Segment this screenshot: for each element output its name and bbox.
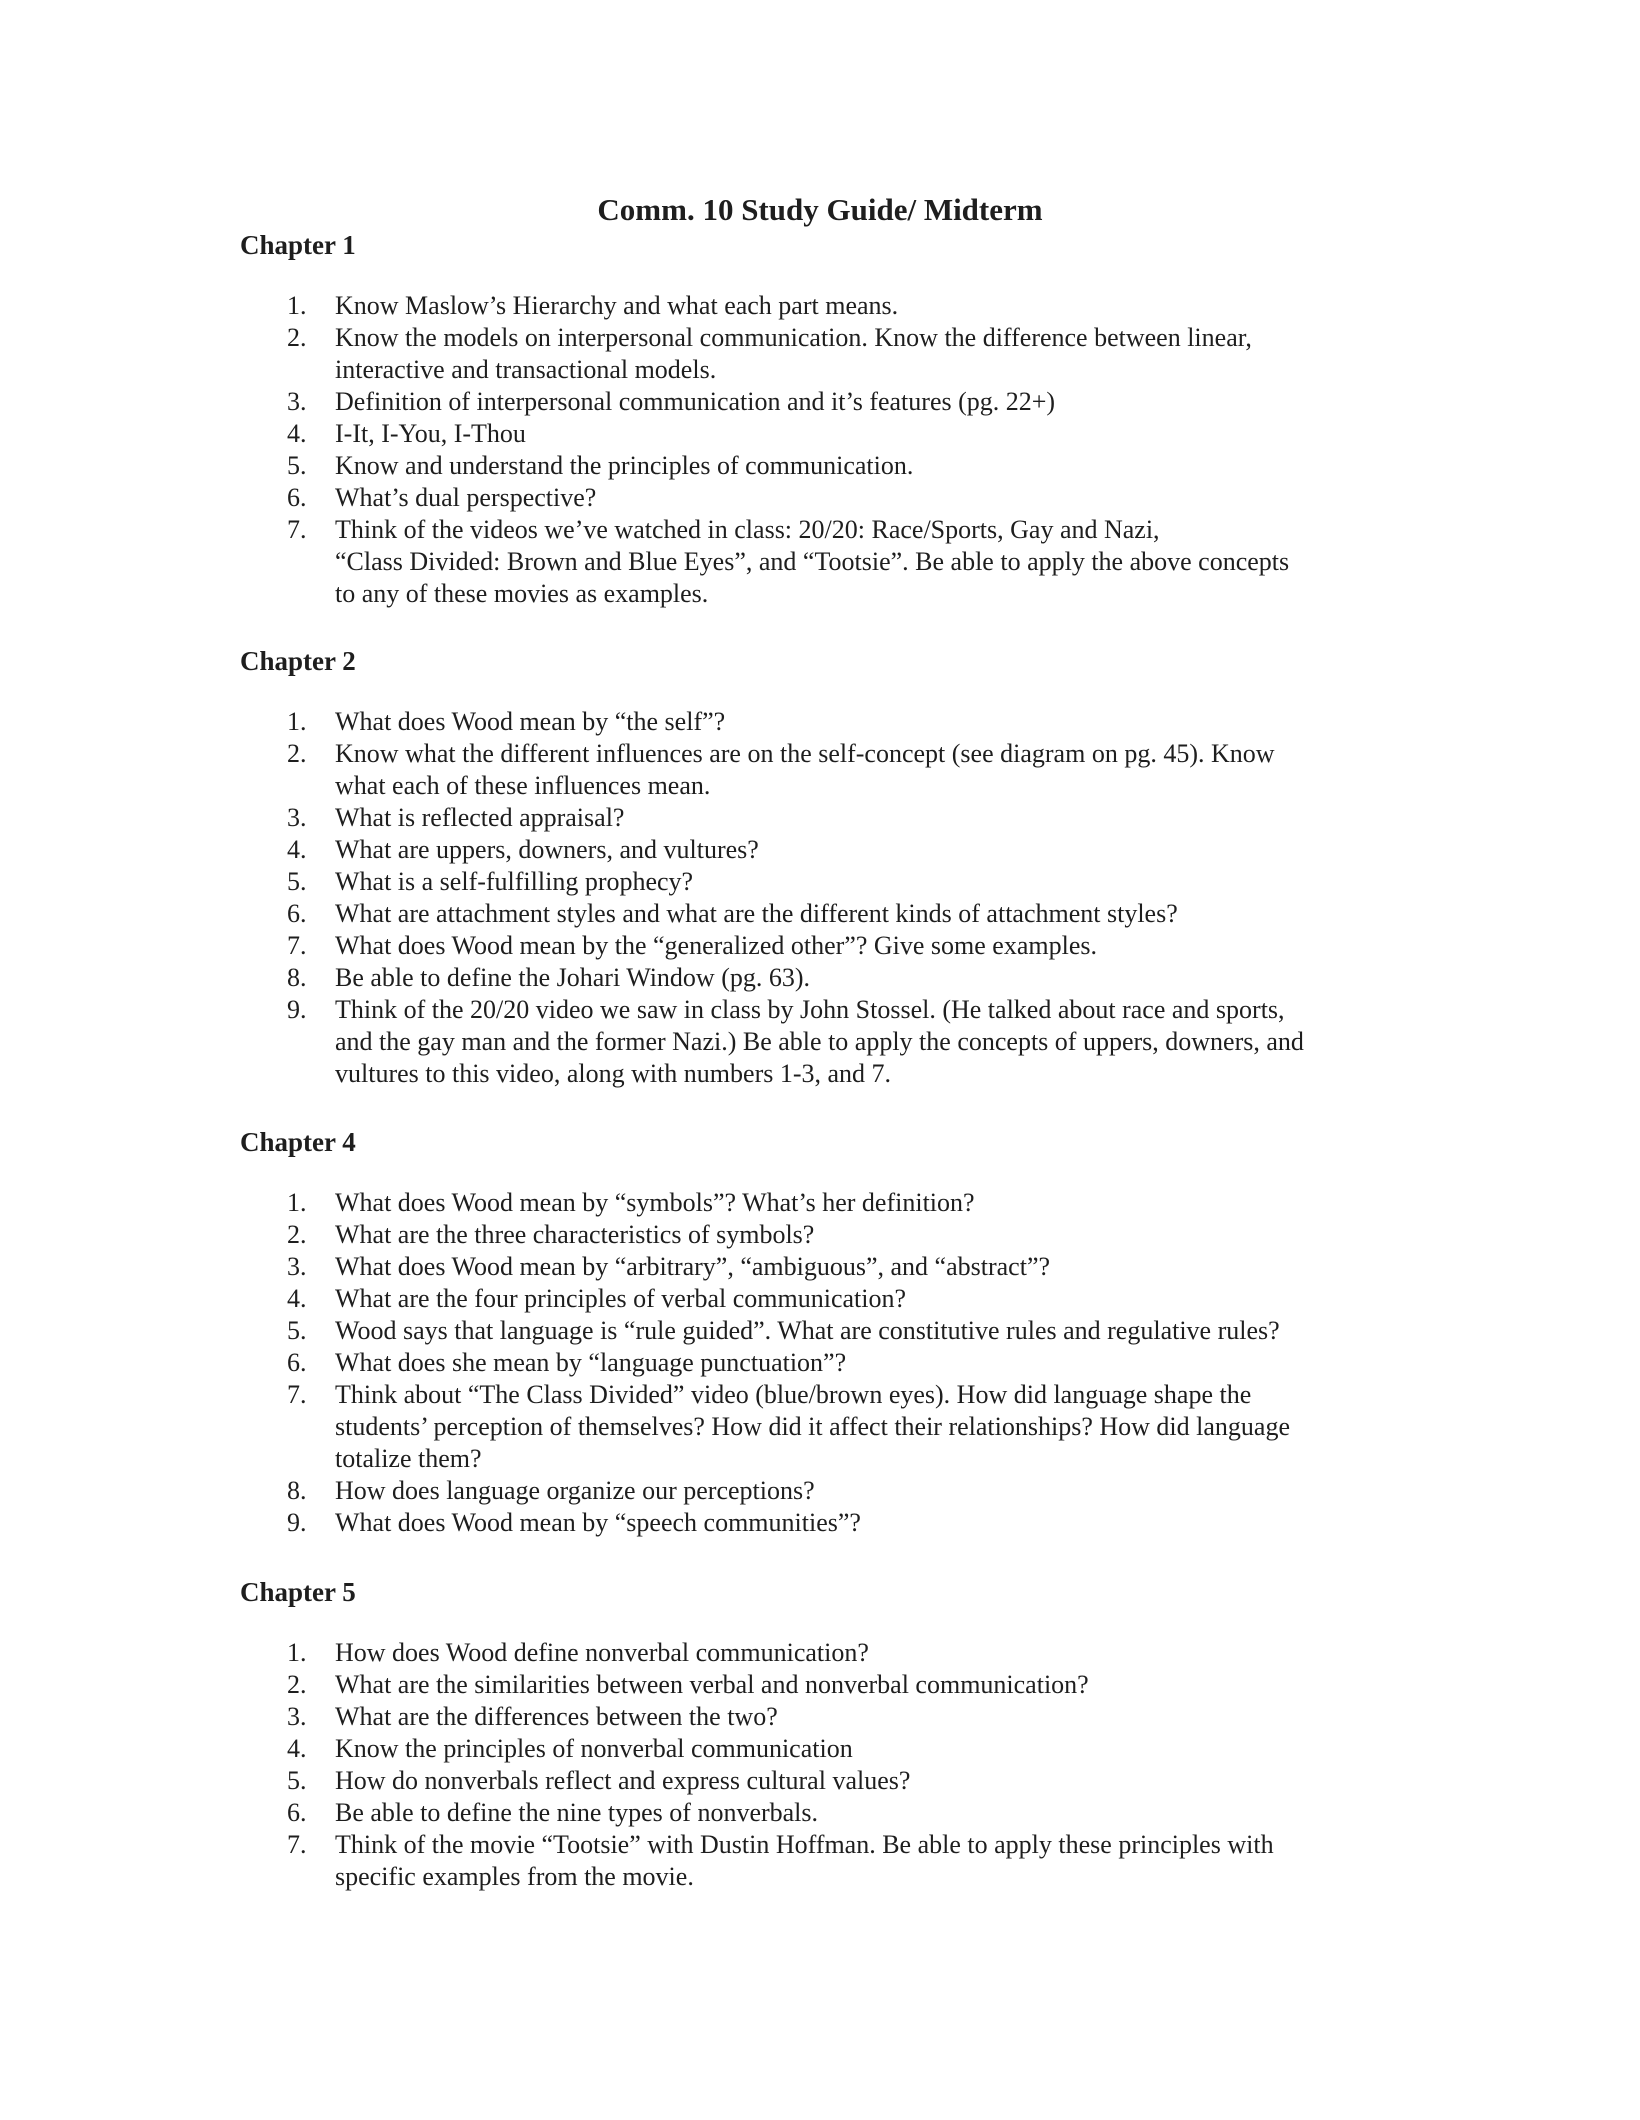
item-text-line: Know and understand the principles of communication. [335, 451, 914, 480]
item-text [335, 514, 1395, 610]
item-text [335, 1315, 1395, 1347]
item-text [335, 1829, 1395, 1893]
item-number: 2. [287, 323, 307, 352]
item-text-line: Think about “The Class Divided” video (blue/brown eyes). How did language shape the [335, 1380, 1252, 1409]
item-text [335, 1251, 1395, 1283]
list-item [0, 802, 1395, 834]
item-text [335, 450, 1395, 482]
item-number: 7. [287, 931, 307, 960]
item-text-line: What are the similarities between verbal and nonverbal communication? [335, 1670, 1089, 1699]
item-number: 4. [287, 419, 307, 448]
list-item [0, 706, 1395, 738]
item-text-line: What does Wood mean by “symbols”? What’s her definition? [335, 1188, 975, 1217]
item-text [335, 1701, 1395, 1733]
item-text [335, 1347, 1395, 1379]
item-number: 8. [287, 1476, 307, 1505]
list-item [0, 1475, 1395, 1507]
list-item [0, 898, 1395, 930]
list-item [0, 418, 1395, 450]
item-text-line: What does Wood mean by the “generalized other”? Give some examples. [335, 931, 1097, 960]
list-item [0, 930, 1395, 962]
item-text [335, 322, 1395, 386]
item-text [335, 930, 1395, 962]
item-number: 3. [287, 387, 307, 416]
list-item [0, 1219, 1395, 1251]
item-text [335, 1733, 1395, 1765]
list-item [0, 962, 1395, 994]
item-text [335, 1475, 1395, 1507]
chapter-heading: Chapter 5 [240, 1577, 356, 1607]
list-item [0, 1669, 1395, 1701]
item-text [335, 1797, 1395, 1829]
item-number: 7. [287, 1830, 307, 1859]
list-item [0, 834, 1395, 866]
item-text-line: Think of the videos we’ve watched in class: 20/20: Race/Sports, Gay and Nazi, [335, 515, 1160, 544]
item-text [335, 738, 1395, 802]
list-item [0, 290, 1395, 322]
item-text [335, 290, 1395, 322]
chapter-heading: Chapter 4 [240, 1127, 356, 1157]
item-text-line: Be able to define the nine types of nonverbals. [335, 1798, 819, 1827]
item-number: 6. [287, 899, 307, 928]
item-text-line: What does Wood mean by “the self”? [335, 707, 726, 736]
item-number: 1. [287, 707, 307, 736]
item-text [335, 1187, 1395, 1219]
item-text-line: Know Maslow’s Hierarchy and what each part means. [335, 291, 899, 320]
item-number: 7. [287, 515, 307, 544]
item-text [335, 1507, 1395, 1539]
list-item [0, 1315, 1395, 1347]
item-text [335, 386, 1395, 418]
item-number: 4. [287, 1284, 307, 1313]
item-text [335, 1765, 1395, 1797]
item-number: 2. [287, 1220, 307, 1249]
item-text-line: Know the models on interpersonal communication. Know the difference between linear, [335, 323, 1252, 352]
item-text [335, 706, 1395, 738]
item-number: 5. [287, 451, 307, 480]
item-text-line: What are the differences between the two? [335, 1702, 778, 1731]
list-item [0, 1283, 1395, 1315]
list-item [0, 482, 1395, 514]
item-text-line: What’s dual perspective? [335, 483, 597, 512]
list-item [0, 514, 1395, 610]
item-number: 9. [287, 995, 307, 1024]
item-text [335, 834, 1395, 866]
item-text-line: What is reflected appraisal? [335, 803, 625, 832]
item-text-line: specific examples from the movie. [335, 1862, 694, 1891]
list-item [0, 1507, 1395, 1539]
item-number: 6. [287, 483, 307, 512]
item-text-line: and the gay man and the former Nazi.) Be able to apply the concepts of uppers, downers, and [335, 1027, 1304, 1056]
list-item [0, 1379, 1395, 1475]
item-text-line: to any of these movies as examples. [335, 579, 709, 608]
item-text-line: What are attachment styles and what are the different kinds of attachment styles? [335, 899, 1178, 928]
chapter-heading: Chapter 1 [240, 230, 356, 260]
item-text-line: What are the four principles of verbal communication? [335, 1284, 907, 1313]
list-item [0, 322, 1395, 386]
item-number: 8. [287, 963, 307, 992]
question-list [0, 1637, 1395, 1893]
item-text-line: Think of the 20/20 video we saw in class by John Stossel. (He talked about race and sports, [335, 995, 1285, 1024]
item-number: 1. [287, 1638, 307, 1667]
item-text-line: Know what the different influences are on the self-concept (see diagram on pg. 45). Know [335, 739, 1275, 768]
list-item [0, 450, 1395, 482]
item-number: 6. [287, 1798, 307, 1827]
item-text-line: How does language organize our perceptions? [335, 1476, 815, 1505]
item-number: 1. [287, 1188, 307, 1217]
item-number: 2. [287, 739, 307, 768]
question-list [0, 1187, 1395, 1539]
item-text-line: What does she mean by “language punctuation”? [335, 1348, 847, 1377]
item-text [335, 962, 1395, 994]
item-text [335, 898, 1395, 930]
item-text-line: What does Wood mean by “arbitrary”, “ambiguous”, and “abstract”? [335, 1252, 1051, 1281]
item-number: 7. [287, 1380, 307, 1409]
question-list [0, 706, 1395, 1090]
item-number: 9. [287, 1508, 307, 1537]
item-text-line: “Class Divided: Brown and Blue Eyes”, and “Tootsie”. Be able to apply the above concepts [335, 547, 1290, 576]
item-text-line: What are the three characteristics of symbols? [335, 1220, 815, 1249]
item-text-line: Know the principles of nonverbal communication [335, 1734, 853, 1763]
list-item [0, 1797, 1395, 1829]
list-item [0, 738, 1395, 802]
list-item [0, 1251, 1395, 1283]
list-item [0, 1187, 1395, 1219]
item-text-line: What are uppers, downers, and vultures? [335, 835, 759, 864]
question-list [0, 290, 1395, 610]
item-number: 4. [287, 835, 307, 864]
item-text-line: How do nonverbals reflect and express cultural values? [335, 1766, 911, 1795]
item-number: 3. [287, 1702, 307, 1731]
item-text-line: interactive and transactional models. [335, 355, 717, 384]
item-text-line: Be able to define the Johari Window (pg. 63). [335, 963, 811, 992]
list-item [0, 1701, 1395, 1733]
item-text-line: totalize them? [335, 1444, 482, 1473]
list-item [0, 994, 1395, 1090]
item-text [335, 1283, 1395, 1315]
item-number: 4. [287, 1734, 307, 1763]
document-title: Comm. 10 Study Guide/ Midterm [597, 192, 1043, 227]
item-text [335, 482, 1395, 514]
item-number: 5. [287, 867, 307, 896]
item-number: 1. [287, 291, 307, 320]
item-text-line: Wood says that language is “rule guided”. What are constitutive rules and regulative rules? [335, 1316, 1280, 1345]
item-text-line: students’ perception of themselves? How did it affect their relationships? How did language [335, 1412, 1290, 1441]
list-item [0, 866, 1395, 898]
list-item [0, 1637, 1395, 1669]
item-text-line: Think of the movie “Tootsie” with Dustin Hoffman. Be able to apply these principles with [335, 1830, 1274, 1859]
item-text [335, 1379, 1395, 1475]
chapter-heading: Chapter 2 [240, 646, 356, 676]
item-text [335, 802, 1395, 834]
list-item [0, 386, 1395, 418]
item-number: 3. [287, 1252, 307, 1281]
item-text-line: How does Wood define nonverbal communication? [335, 1638, 869, 1667]
item-text [335, 1637, 1395, 1669]
item-text [335, 1219, 1395, 1251]
item-text-line: what each of these influences mean. [335, 771, 711, 800]
list-item [0, 1733, 1395, 1765]
item-text [335, 994, 1395, 1090]
item-text-line: Definition of interpersonal communication and it’s features (pg. 22+) [335, 387, 1056, 416]
list-item [0, 1829, 1395, 1893]
item-text [335, 866, 1395, 898]
item-text-line: I-It, I-You, I-Thou [335, 419, 526, 448]
list-item [0, 1765, 1395, 1797]
list-item [0, 1347, 1395, 1379]
item-number: 5. [287, 1766, 307, 1795]
item-number: 5. [287, 1316, 307, 1345]
item-number: 6. [287, 1348, 307, 1377]
item-text-line: What does Wood mean by “speech communities”? [335, 1508, 861, 1537]
item-number: 3. [287, 803, 307, 832]
item-text [335, 1669, 1395, 1701]
item-text-line: What is a self-fulfilling prophecy? [335, 867, 694, 896]
item-text [335, 418, 1395, 450]
item-text-line: vultures to this video, along with numbers 1-3, and 7. [335, 1059, 892, 1088]
item-number: 2. [287, 1670, 307, 1699]
